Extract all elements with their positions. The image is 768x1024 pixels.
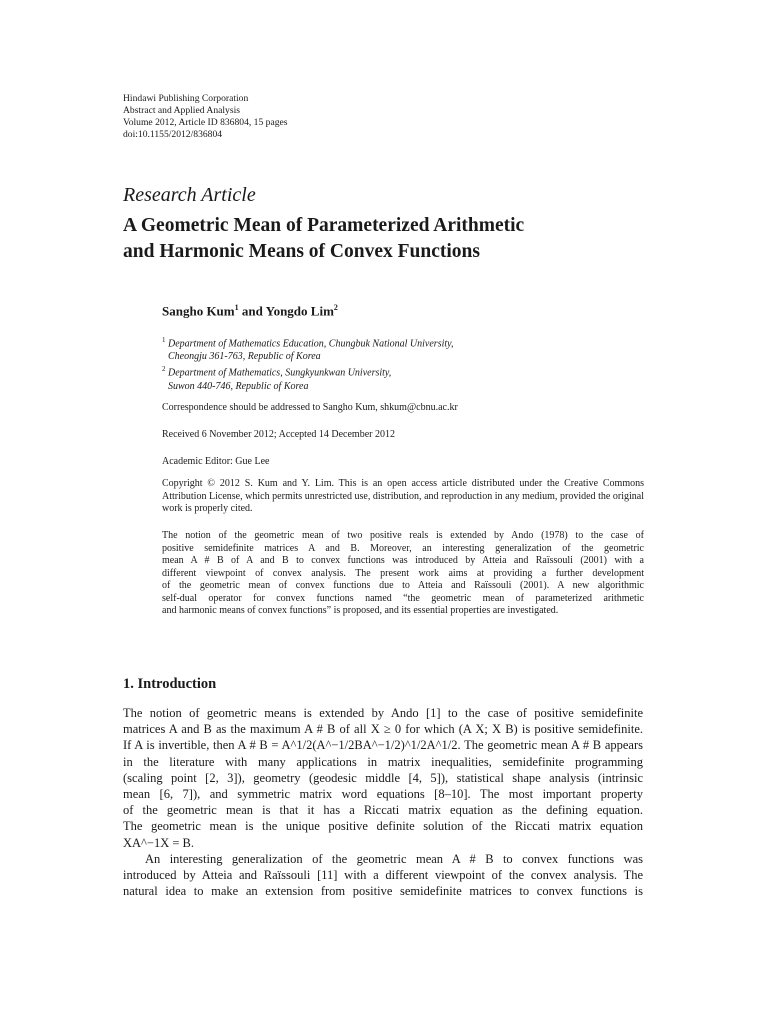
body-line: XA^−1X = B.	[123, 835, 195, 850]
title-line: A Geometric Mean of Parameterized Arithmetic	[123, 215, 525, 236]
publisher: Hindawi Publishing Corporation	[123, 93, 249, 104]
author-name: Yongdo Lim	[265, 303, 334, 319]
affil-marker: 1	[234, 303, 239, 312]
correspondence: Correspondence should be addressed to Sangho Kum, shkum@cbnu.ac.kr	[162, 402, 458, 413]
affiliations	[162, 334, 454, 393]
affiliation	[162, 334, 454, 350]
affiliation-address: Suwon 440-746, Republic of Korea	[168, 380, 309, 392]
body-line: If A is invertible, then A # B = A^1/2(A^−1/2BA^−1/2)^1/2A^1/2. The geometric mean A # B appears	[123, 738, 643, 753]
title-line: and Harmonic Means of Convex Functions	[123, 241, 480, 262]
affiliation	[162, 363, 454, 379]
author-name: Sangho Kum	[162, 303, 235, 319]
article-type: Research Article	[123, 184, 256, 206]
abstract	[162, 530, 644, 618]
body-line: in the literature with many applications in matrix inequalities, semidefinite programming	[123, 754, 643, 769]
body-line: The geometric mean is the unique positive definite solution of the Riccati matrix equation	[123, 819, 643, 834]
section-heading: 1. Introduction	[123, 676, 217, 692]
affil-marker: 2	[333, 303, 338, 312]
academic-editor: Academic Editor: Gue Lee	[162, 456, 270, 467]
authors	[162, 303, 338, 319]
affiliation-address: Cheongju 361-763, Republic of Korea	[168, 351, 321, 363]
abstract-line: different viewpoint of convex analysis. The present work aims at providing a further development	[162, 567, 644, 579]
volume-info: Volume 2012, Article ID 836804, 15 pages	[123, 117, 288, 128]
abstract-line: and harmonic means of convex functions” is proposed, and its essential properties are investigated.	[162, 605, 559, 616]
author-conjunction: and	[241, 303, 263, 319]
journal-name: Abstract and Applied Analysis	[123, 105, 240, 116]
body-line: mean [6, 7]), and symmetric matrix word equations [8–10]. The most important property	[123, 787, 643, 802]
body-line: matrices A and B as the maximum A # B of all X ≥ 0 for which (A X; X B) is positive semidefinite.	[123, 722, 643, 737]
copyright-notice: Copyright © 2012 S. Kum and Y. Lim. This is an open access article distributed under the Creative Commons Attribution License, which permits unrestricted use, distribution, and reproduction in any medium, provided the original work is properly cited.	[162, 478, 644, 514]
affil-number: 2	[162, 365, 166, 374]
body-line: (scaling point [2, 3]), geometry (geodesic middle [4, 5]), statistical shape analysis (intrinsic	[123, 770, 643, 785]
abstract-line: positive semidefinite matrices A and B. Moreover, an interesting generalization of the geometric	[162, 542, 644, 554]
body-text	[123, 705, 643, 899]
abstract-line: of the geometric mean of convex functions due to Atteia and Raïssouli (2001). A new algorithmic	[162, 580, 644, 591]
abstract-line: mean A # B of A and B to convex functions was introduced by Atteia and Raïssouli (2001) with a	[162, 555, 644, 566]
body-line: The notion of geometric means is extended by Ando [1] to the case of positive semidefinite	[123, 706, 643, 720]
doi: doi:10.1155/2012/836804	[123, 129, 223, 140]
body-line: introduced by Atteia and Raïssouli [11] with a different viewpoint of the convex analysis. The	[123, 868, 643, 883]
body-line: natural idea to make an extension from positive semidefinite matrices to convex functions is	[123, 884, 643, 899]
affil-number: 1	[162, 336, 166, 344]
abstract-line: self-dual operator for convex functions named “the geometric mean of parameterized arithmetic	[162, 592, 644, 604]
received-dates: Received 6 November 2012; Accepted 14 December 2012	[162, 429, 395, 440]
body-line: of the geometric mean is that it has a Riccati matrix equation as the defining equation.	[123, 803, 643, 818]
abstract-line: The notion of the geometric mean of two positive reals is extended by Ando (1978) to the case of	[162, 530, 644, 541]
paper-title	[123, 213, 643, 265]
affil-text: Department of Mathematics, Sungkyunkwan University,	[168, 367, 392, 379]
journal-header	[123, 93, 288, 141]
affil-text: Department of Mathematics Education, Chungbuk National University,	[168, 338, 454, 350]
body-line: An interesting generalization of the geometric mean A # B to convex functions was	[145, 851, 643, 866]
